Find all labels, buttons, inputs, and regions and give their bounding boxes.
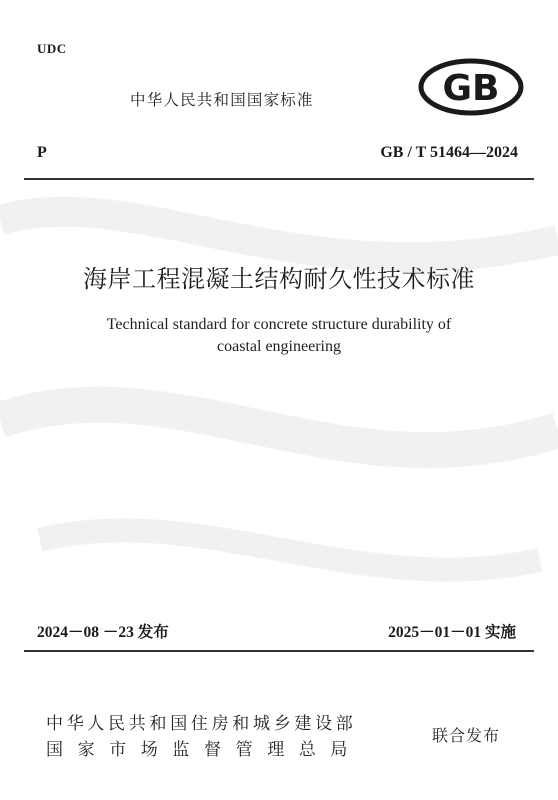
- issuer-line2: 国家市场监督管理总局: [46, 740, 362, 760]
- title-english: [0, 314, 558, 358]
- gb-logo-text: GB: [442, 68, 500, 109]
- standard-number: GB / T 51464—2024: [380, 144, 518, 161]
- implementation-date: 2025－01－01 实施: [388, 624, 516, 641]
- issuer-line1: 中华人民共和国住房和城乡建设部: [46, 714, 357, 734]
- title-chinese: 海岸工程混凝土结构耐久性技术标准: [83, 265, 475, 293]
- issuing-authorities: [46, 711, 362, 763]
- title-english-line2: coastal engineering: [217, 338, 341, 355]
- udc-label: UDC: [37, 41, 67, 56]
- gb-logo: [418, 58, 524, 116]
- category-code: P: [37, 144, 47, 161]
- joint-release-label: 联合发布: [432, 726, 501, 745]
- issue-date: 2024－08 －23 发布: [37, 624, 169, 641]
- title-english-line1: Technical standard for concrete structure durability of: [106, 316, 452, 333]
- national-standard-label: 中华人民共和国国家标准: [130, 91, 314, 109]
- top-divider: [24, 178, 534, 180]
- bottom-divider: [24, 650, 534, 652]
